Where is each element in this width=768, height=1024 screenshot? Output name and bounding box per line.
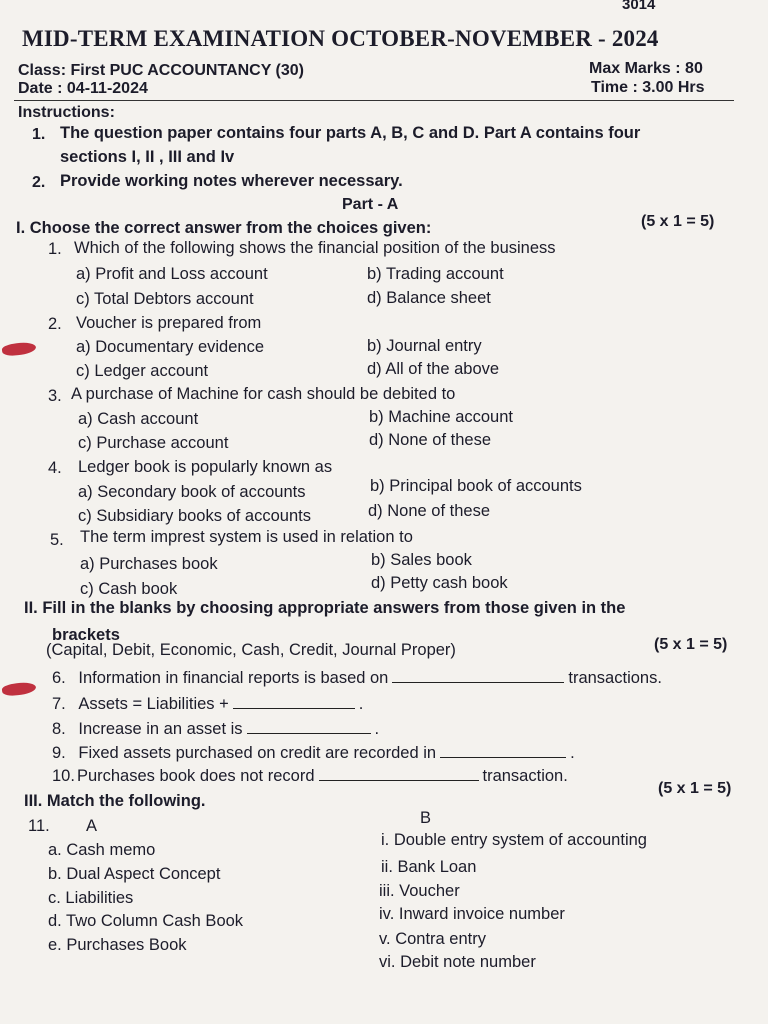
q2-text: Voucher is prepared from — [76, 314, 262, 332]
q8-after: . — [374, 720, 380, 738]
q10-text: Purchases book does not record — [76, 767, 315, 785]
q2-option-d: d) All of the above — [367, 360, 500, 378]
instruction-1-num: 1. — [32, 126, 46, 143]
q9-blank — [440, 743, 566, 758]
q3-option-a: a) Cash account — [78, 410, 199, 428]
match-b-item: iii. Voucher — [379, 882, 460, 900]
match-b-item: ii. Bank Loan — [381, 858, 477, 876]
q1-option-a: a) Profit and Loss account — [76, 265, 268, 283]
q3-option-b: b) Machine account — [369, 408, 513, 426]
q4-option-b: b) Principal book of accounts — [370, 477, 582, 495]
q4-option-c: c) Subsidiary books of accounts — [78, 507, 311, 525]
match-b-item: iv. Inward invoice number — [379, 905, 565, 923]
instruction-2-line1: Provide working notes wherever necessary. — [60, 172, 403, 190]
q5-text: The term imprest system is used in relation to — [80, 528, 413, 546]
q5-option-b: b) Sales book — [371, 551, 472, 569]
q1-option-d: d) Balance sheet — [367, 289, 491, 307]
section-3-heading: III. Match the following. — [24, 792, 206, 810]
exam-title: MID-TERM EXAMINATION OCTOBER-NOVEMBER - 2024 — [22, 26, 659, 51]
fill-blank-row — [52, 766, 568, 786]
q4-option-a: a) Secondary book of accounts — [78, 483, 306, 501]
section-2-choices: (Capital, Debit, Economic, Cash, Credit, Journal Proper) — [46, 641, 456, 659]
q5-option-c: c) Cash book — [80, 580, 178, 598]
instruction-1-line2: sections I, II , III and Iv — [60, 148, 235, 166]
max-marks: Max Marks : 80 — [589, 60, 703, 77]
q8-blank — [247, 719, 371, 734]
q1-option-b: b) Trading account — [367, 265, 504, 283]
instruction-2-num: 2. — [32, 174, 46, 191]
q9-text: Fixed assets purchased on credit are recorded in — [78, 744, 437, 762]
q4-text: Ledger book is popularly known as — [78, 458, 333, 476]
q3-num: 3. — [48, 387, 62, 405]
section-2-heading-line2: brackets — [52, 626, 120, 644]
q7-blank — [233, 694, 355, 709]
match-a-item: d. Two Column Cash Book — [48, 912, 244, 930]
q6-blank — [392, 668, 564, 683]
q9-num: 9. — [52, 744, 66, 762]
date-line: Date : 04-11-2024 — [18, 80, 148, 97]
paper-code: 3014 — [622, 0, 656, 13]
section-1-heading: I. Choose the correct answer from the choices given: — [16, 219, 432, 237]
fill-blank-row — [52, 694, 363, 714]
section-2-marks: (5 x 1 = 5) — [654, 636, 728, 653]
red-ink-mark — [1, 341, 36, 358]
q5-option-d: d) Petty cash book — [371, 574, 508, 592]
q3-text: A purchase of Machine for cash should be debited to — [71, 385, 456, 403]
q5-num: 5. — [50, 531, 64, 549]
q10-after: transaction. — [482, 767, 568, 785]
q8-text: Increase in an asset is — [78, 720, 243, 738]
q4-option-d: d) None of these — [368, 502, 490, 520]
match-a-item: c. Liabilities — [48, 889, 134, 907]
fill-blank-row — [52, 668, 662, 688]
column-b-heading: B — [420, 809, 432, 827]
q6-text: Information in financial reports is based on — [78, 669, 389, 687]
instructions-heading: Instructions: — [18, 104, 115, 121]
q7-text: Assets = Liabilities + — [78, 695, 229, 713]
q2-option-a: a) Documentary evidence — [76, 338, 265, 356]
q6-num: 6. — [52, 669, 66, 687]
match-b-item: v. Contra entry — [379, 930, 486, 948]
q7-num: 7. — [52, 695, 66, 713]
q6-after: transactions. — [568, 669, 662, 687]
fill-blank-row — [52, 743, 575, 763]
section-2-heading-line1: II. Fill in the blanks by choosing appropriate answers from those given in the — [24, 599, 626, 617]
fill-blank-row — [52, 719, 379, 739]
q7-after: . — [358, 695, 364, 713]
section-1-marks: (5 x 1 = 5) — [641, 213, 715, 230]
column-a-heading: A — [86, 817, 98, 835]
q3-option-c: c) Purchase account — [78, 434, 229, 452]
match-a-item: e. Purchases Book — [48, 936, 187, 954]
q3-option-d: d) None of these — [369, 431, 491, 449]
match-b-item: vi. Debit note number — [379, 953, 536, 971]
instruction-1-line1: The question paper contains four parts A, B, C and D. Part A contains four — [60, 124, 641, 142]
q1-num: 1. — [48, 240, 62, 258]
q1-option-c: c) Total Debtors account — [76, 290, 254, 308]
q2-option-b: b) Journal entry — [367, 337, 482, 355]
q2-num: 2. — [48, 315, 62, 333]
red-ink-mark — [1, 681, 36, 698]
q5-option-a: a) Purchases book — [80, 555, 218, 573]
q1-text: Which of the following shows the financial position of the business — [74, 239, 556, 257]
q9-after: . — [570, 744, 575, 762]
class-line: Class: First PUC ACCOUNTANCY (30) — [18, 62, 304, 79]
q4-num: 4. — [48, 459, 62, 477]
match-a-item: a. Cash memo — [48, 841, 156, 859]
match-a-item: b. Dual Aspect Concept — [48, 865, 221, 883]
q10-blank — [319, 766, 479, 781]
part-a-heading: Part - A — [342, 196, 399, 213]
q8-num: 8. — [52, 720, 66, 738]
header-divider — [14, 100, 734, 101]
q11-num: 11. — [28, 817, 50, 835]
time-line: Time : 3.00 Hrs — [591, 79, 705, 96]
q10-num: 10. — [52, 767, 75, 785]
match-b-item: i. Double entry system of accounting — [381, 831, 647, 849]
section-3-marks: (5 x 1 = 5) — [658, 780, 732, 797]
q2-option-c: c) Ledger account — [76, 362, 209, 380]
